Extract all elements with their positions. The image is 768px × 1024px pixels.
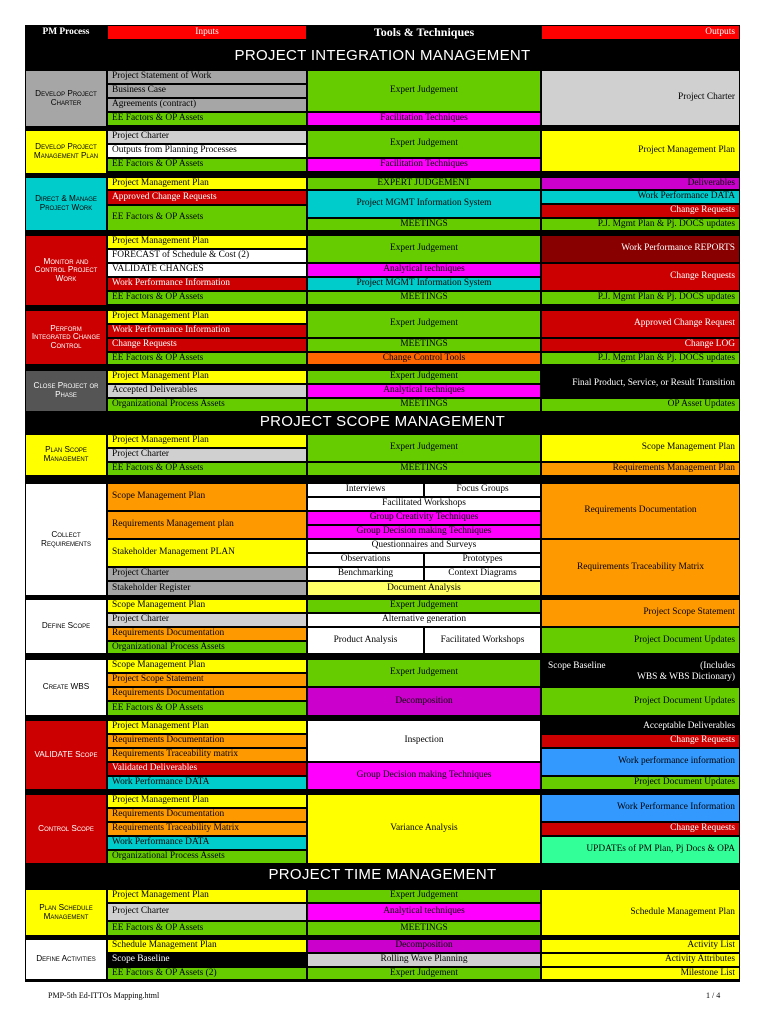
tool-p8-0: Interviews — [307, 483, 424, 497]
input-p7-1: Project Charter — [107, 448, 307, 462]
tool-p4-2: Project MGMT Information System — [307, 277, 541, 291]
input-p3-1: Approved Change Requests — [107, 190, 307, 205]
output-p10-text-2: WBS & WBS Dictionary) — [637, 672, 735, 682]
tool-p3-0: EXPERT JUDGEMENT — [307, 177, 541, 190]
output-p5-1: Change LOG — [541, 338, 740, 352]
tool-p8-8: Benchmarking — [307, 567, 424, 581]
output-p13-0: Schedule Management Plan — [541, 889, 740, 936]
input-p10-2: Requirements Documentation — [107, 687, 307, 701]
input-p6-2: Organizational Process Assets — [107, 398, 307, 412]
section-header-scope: PROJECT SCOPE MANAGEMENT — [25, 411, 740, 432]
output-p11-3: Project Document Updates — [541, 776, 740, 790]
input-p5-2: Change Requests — [107, 338, 307, 352]
tool-p8-3: Group Creativity Techniques — [307, 511, 541, 525]
process-p8: Collect Requirements — [25, 483, 107, 596]
input-p6-1: Accepted Deliverables — [107, 384, 307, 398]
tool-p14-1: Rolling Wave Planning — [307, 953, 541, 967]
input-p11-4: Work Performance DATA — [107, 776, 307, 790]
input-p13-2: EE Factors & OP Assets — [107, 921, 307, 936]
input-p11-2: Requirements Traceability matrix — [107, 748, 307, 762]
output-p4-2: P.J. Mgmt Plan & Pj. DOCS updates — [541, 291, 740, 305]
tool-p4-3: MEETINGS — [307, 291, 541, 305]
input-p2-2: EE Factors & OP Assets — [107, 158, 307, 172]
output-p10-text-1: (Includes — [700, 661, 735, 671]
tool-p4-1: Analytical techniques — [307, 263, 541, 277]
output-p14-1: Activity Attributes — [541, 953, 740, 967]
tool-p11-0: Inspection — [307, 720, 541, 762]
tool-p5-0: Expert Judgement — [307, 310, 541, 338]
output-p7-0: Scope Management Plan — [541, 434, 740, 462]
process-p2: Develop Project Management Plan — [25, 130, 107, 174]
input-p9-3: Organizational Process Assets — [107, 641, 307, 654]
tool-p14-2: Expert Judgement — [307, 967, 541, 980]
input-p4-3: Work Performance Information — [107, 277, 307, 291]
footer-page-number: 1 / 4 — [706, 991, 721, 1000]
tool-p1-0: Expert Judgement — [307, 70, 541, 112]
input-p14-2: EE Factors & OP Assets (2) — [107, 967, 307, 980]
input-p9-1: Project Charter — [107, 613, 307, 627]
tool-p8-10: Document Analysis — [307, 581, 541, 596]
input-p7-2: EE Factors & OP Assets — [107, 462, 307, 476]
tool-p10-0: Expert Judgement — [307, 659, 541, 687]
output-p6-1: OP Asset Updates — [541, 398, 740, 412]
input-p3-0: Project Management Plan — [107, 177, 307, 190]
header-outputs: Outputs — [541, 25, 740, 40]
tool-p12-0: Variance Analysis — [307, 794, 541, 864]
input-p8-3: Project Charter — [107, 567, 307, 581]
output-p10-text-0: Scope Baseline — [548, 661, 606, 671]
input-p10-0: Scope Management Plan — [107, 659, 307, 673]
output-p1-0: Project Charter — [541, 70, 740, 126]
tool-p10-1: Decomposition — [307, 687, 541, 716]
output-p11-1: Change Requests — [541, 734, 740, 748]
process-p10: Create WBS — [25, 659, 107, 716]
tool-p9-2: Product Analysis — [307, 627, 424, 654]
output-p4-0: Work Performance REPORTS — [541, 235, 740, 263]
tool-p3-1: Project MGMT Information System — [307, 190, 541, 218]
header-inputs: Inputs — [107, 25, 307, 40]
process-p12: Control Scope — [25, 794, 107, 864]
input-p2-1: Outputs from Planning Processes — [107, 144, 307, 158]
input-p2-0: Project Charter — [107, 130, 307, 144]
input-p4-2: VALIDATE CHANGES — [107, 263, 307, 277]
tool-p9-3: Facilitated Workshops — [424, 627, 541, 654]
input-p8-0: Scope Management Plan — [107, 483, 307, 511]
tool-p8-1: Focus Groups — [424, 483, 541, 497]
output-p10-scope-baseline — [541, 659, 740, 687]
output-p11-0: Acceptable Deliverables — [541, 720, 740, 734]
process-p3: Direct & Manage Project Work — [25, 177, 107, 231]
tool-p5-1: MEETINGS — [307, 338, 541, 352]
output-p11-2: Work performance information — [541, 748, 740, 776]
input-p4-4: EE Factors & OP Assets — [107, 291, 307, 305]
section-header-integration: PROJECT INTEGRATION MANAGEMENT — [25, 44, 740, 68]
input-p10-1: Project Scope Statement — [107, 673, 307, 687]
input-p3-2: EE Factors & OP Assets — [107, 205, 307, 231]
section-header-time: PROJECT TIME MANAGEMENT — [25, 862, 740, 887]
output-p8-1: Requirements Traceability Matrix — [541, 539, 740, 596]
input-p9-0: Scope Management Plan — [107, 599, 307, 613]
input-p11-3: Validated Deliverables — [107, 762, 307, 776]
input-p12-3: Work Performance DATA — [107, 836, 307, 850]
output-p3-1: Work Performance DATA — [541, 190, 740, 204]
process-p5: Perform Integrated Change Control — [25, 310, 107, 365]
process-p13: Plan Schedule Management — [25, 889, 107, 936]
input-p12-1: Requirements Documentation — [107, 808, 307, 822]
tool-p8-5: Questionnaires and Surveys — [307, 539, 541, 553]
output-p10-3: Project Document Updates — [541, 687, 740, 716]
input-p14-1: Scope Baseline — [107, 953, 307, 967]
input-p7-0: Project Management Plan — [107, 434, 307, 448]
process-p11: VALIDATE Scope — [25, 720, 107, 790]
tool-p13-0: Expert Judgement — [307, 889, 541, 903]
input-p4-0: Project Management Plan — [107, 235, 307, 249]
input-p8-1: Requirements Management plan — [107, 511, 307, 539]
output-p5-2: P.J. Mgmt Plan & Pj. DOCS updates — [541, 352, 740, 365]
tool-p5-2: Change Control Tools — [307, 352, 541, 365]
tool-p8-9: Context Diagrams — [424, 567, 541, 581]
input-p14-0: Schedule Management Plan — [107, 939, 307, 953]
output-p7-1: Requirements Management Plan — [541, 462, 740, 476]
input-p5-1: Work Performance Information — [107, 324, 307, 338]
tool-p13-2: MEETINGS — [307, 921, 541, 936]
tool-p7-0: Expert Judgement — [307, 434, 541, 462]
tool-p2-1: Facilitation Techniques — [307, 158, 541, 172]
process-p6: Close Project or Phase — [25, 370, 107, 412]
footer-filename: PMP-5th Ed-ITTOs Mapping.html — [48, 991, 160, 1000]
process-p4: Monitor and Control Project Work — [25, 235, 107, 306]
tool-p6-0: Expert Judgement — [307, 370, 541, 384]
input-p4-1: FORECAST of Schedule & Cost (2) — [107, 249, 307, 263]
input-p5-3: EE Factors & OP Assets — [107, 352, 307, 365]
process-p1: Develop Project Charter — [25, 70, 107, 127]
tool-p11-1: Group Decision making Techniques — [307, 762, 541, 790]
tool-p8-7: Prototypes — [424, 553, 541, 567]
output-p5-0: Approved Change Request — [541, 310, 740, 338]
input-p1-3: EE Factors & OP Assets — [107, 112, 307, 126]
input-p12-0: Project Management Plan — [107, 794, 307, 808]
process-p7: Plan Scope Management — [25, 434, 107, 476]
tool-p4-0: Expert Judgement — [307, 235, 541, 263]
input-p8-2: Stakeholder Management PLAN — [107, 539, 307, 567]
header-pm-process: PM Process — [25, 25, 107, 40]
tool-p14-0: Decomposition — [307, 939, 541, 953]
output-p12-0: Work Performance Information — [541, 794, 740, 822]
input-p1-1: Business Case — [107, 84, 307, 98]
output-p9-0: Project Scope Statement — [541, 599, 740, 627]
tool-p2-0: Expert Judgement — [307, 130, 541, 158]
input-p12-2: Requirements Traceability Matrix — [107, 822, 307, 836]
input-p11-1: Requirements Documentation — [107, 734, 307, 748]
output-p8-0: Requirements Documentation — [541, 483, 740, 539]
tool-p8-6: Observations — [307, 553, 424, 567]
ittos-table — [25, 25, 740, 982]
input-p13-1: Project Charter — [107, 903, 307, 921]
tool-p1-1: Facilitation Techniques — [307, 112, 541, 126]
tool-p9-1: Alternative generation — [307, 613, 541, 627]
input-p8-4: Stakeholder Register — [107, 581, 307, 596]
input-p1-0: Project Statement of Work — [107, 70, 307, 84]
tool-p8-2: Facilitated Workshops — [307, 497, 541, 511]
input-p1-2: Agreements (contract) — [107, 98, 307, 112]
tool-p7-1: MEETINGS — [307, 462, 541, 476]
output-p12-2: UPDATEs of PM Plan, Pj Docs & OPA — [541, 836, 740, 864]
tool-p8-4: Group Decision making Techniques — [307, 525, 541, 539]
output-p9-1: Project Document Updates — [541, 627, 740, 654]
tool-p6-2: MEETINGS — [307, 398, 541, 412]
tool-p6-1: Analytical techniques — [307, 384, 541, 398]
input-p5-0: Project Management Plan — [107, 310, 307, 324]
header-tools-techniques: Tools & Techniques — [307, 25, 541, 40]
output-p6-0: Final Product, Service, or Result Transition — [541, 370, 740, 398]
process-p9: Define Scope — [25, 599, 107, 654]
input-p6-0: Project Management Plan — [107, 370, 307, 384]
output-p4-1: Change Requests — [541, 263, 740, 291]
output-p14-0: Activity List — [541, 939, 740, 953]
tool-p3-2: MEETINGS — [307, 218, 541, 231]
input-p11-0: Project Management Plan — [107, 720, 307, 734]
output-p2-0: Project Management Plan — [541, 130, 740, 172]
input-p13-0: Project Management Plan — [107, 889, 307, 903]
tool-p13-1: Analytical techniques — [307, 903, 541, 921]
output-p3-2: Change Requests — [541, 204, 740, 218]
output-p14-2: Milestone List — [541, 967, 740, 980]
input-p10-3: EE Factors & OP Assets — [107, 701, 307, 716]
output-p3-0: Deliverables — [541, 177, 740, 190]
input-p12-4: Organizational Process Assets — [107, 850, 307, 864]
tool-p9-0: Expert Judgement — [307, 599, 541, 613]
input-p9-2: Requirements Documentation — [107, 627, 307, 641]
process-p14: Define Activities — [25, 939, 107, 980]
output-p12-1: Change Requests — [541, 822, 740, 836]
output-p3-3: P.J. Mgmt Plan & Pj. DOCS updates — [541, 218, 740, 231]
